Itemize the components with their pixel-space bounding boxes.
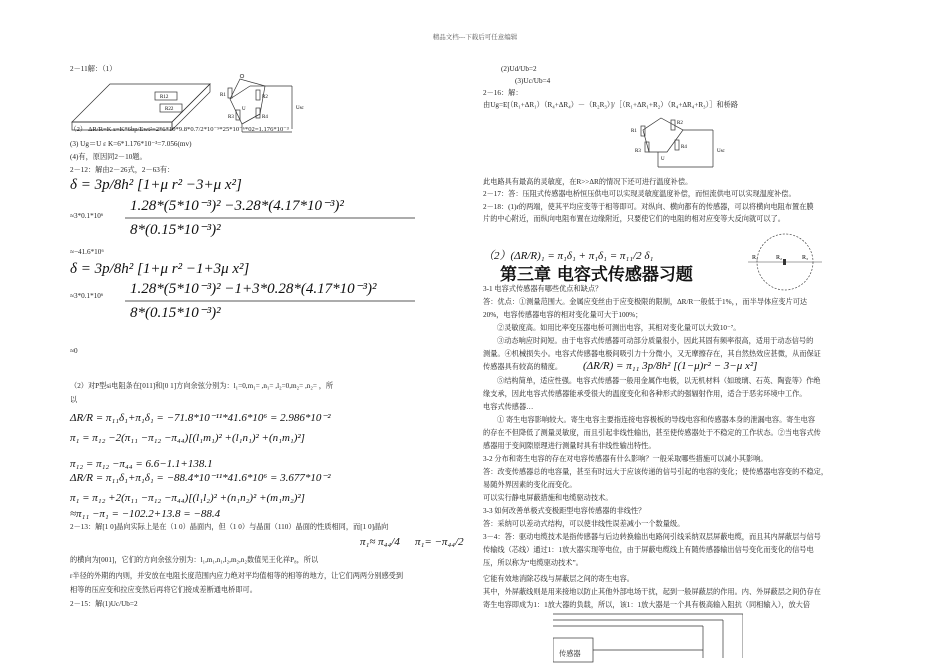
cable-driver-figure bbox=[553, 608, 743, 668]
text-line: (4)有，原因同2－10题。 bbox=[70, 153, 147, 161]
beam-bridge-figure bbox=[70, 74, 370, 134]
fig-label-r2: R2 bbox=[677, 121, 683, 126]
equation: 1.28*(5*10⁻³)² −3.28*(4.17*10⁻³)² bbox=[130, 198, 344, 214]
fig-label-r22: R22 bbox=[165, 107, 174, 112]
fig-label-r2: R2 bbox=[262, 95, 268, 100]
text-line: 压，所以称为“电缆驱动技术”。 bbox=[483, 559, 583, 567]
text-line: （2）对P型si电阻条在[011]和[0 1]方向余弦分别为：l₁=0,m₁= ,n₁= ,l₂=0,m₂= ,n₂= ，所 bbox=[70, 382, 334, 390]
text-line: （2） ΔR/R=K ε=K*6bp/Ewt²=2*6*10*9.8*0.7/2*10⁻⁹*25*10⁻⁶*02=1.176*10⁻³ bbox=[70, 126, 289, 133]
fraction-bar bbox=[125, 217, 415, 220]
text-line: 此电路具有最高的灵敏度，在R>>ΔR的情况下还可进行温度补偿。 bbox=[483, 178, 693, 186]
text-line: 答：优点：①测量范围大。金属应变丝由于应变极限的限制，ΔR/R一般低于1%，，而半导体应变片可达 bbox=[483, 298, 808, 306]
text-line: 2－15：解(1)Uc/Ub=2 bbox=[70, 600, 138, 608]
text-line: 其中，外屏蔽线则是用来接地以防止其他外部电场干扰，起到一般屏蔽层的作用。内、外屏蔽层之间仍存在 bbox=[483, 588, 821, 596]
equation: 8*(0.15*10⁻³)² bbox=[130, 305, 221, 321]
text-line: 2－18：(1)r的两端，使其平均应变等于相等即可。对纵向、横向都有的传感器，可以将横向电阻布置在膜 bbox=[483, 203, 814, 211]
text-line: 的存在不但降低了测量灵敏度，而且引起非线性输出，甚至使传感器处于不稳定的工作状态。②当电容式传 bbox=[483, 429, 821, 437]
fig-label-r3: R3 bbox=[635, 149, 641, 154]
equation: π₁≈ π₄₄/4 bbox=[360, 536, 400, 548]
text-line: 由Ug=E[（R₁+ΔR₁）（R₄+ΔR₄）－（R₂R₃）]/［（R₁+ΔR₁+R₂）（R₄+ΔR₄+R₃）］和桥路 bbox=[483, 101, 739, 109]
fig-label-usc: Usc bbox=[717, 149, 725, 154]
text-line: 缘支承，因此电容式传感器能承受很大的温度变化和各种形式的强辐射作用，适合于恶劣环境中工作。 bbox=[483, 390, 807, 398]
text-line: ⑤结构简单，适应性强。电容式传感器一般用金属作电极，以无机材料（如玻璃、石英、陶瓷等）作绝 bbox=[497, 377, 821, 385]
text-line: 2－16：解： bbox=[483, 89, 523, 97]
text-line: 答：采纳可以差动式结构，可以使非线性误差减小一个数量级。 bbox=[483, 520, 685, 528]
text-line: 的横向为[001]，它们的方向余弦分别为：l₁,m₁,n₁,l₂,m₂,n₂数值见王化祥P₈，所以 bbox=[70, 556, 319, 564]
text-line: 可以实行静电屏蔽措施和电缆驱动技术。 bbox=[483, 494, 613, 502]
equation: π₁ = π₁₂ −2(π₁₁ −π₁₂ −π₄₄)[(l₁m₁)² +(l₁n₁)² +(n₁m₁)²] bbox=[70, 432, 305, 444]
fig-label-r12: R12 bbox=[160, 95, 169, 100]
text-line: 2－12：解由2－26式，2－63有： bbox=[70, 166, 175, 174]
equation: ΔR/R = π₁₁δ₁+π₁δ₁ = −88.4*10⁻¹¹*41.6*10⁶ = 3.677*10⁻² bbox=[70, 472, 331, 484]
fig-label-u: U bbox=[661, 157, 665, 162]
equation-prefix: ≈3*0.1*10⁶ bbox=[70, 212, 104, 220]
text-line: 测量。④机械损失小。电容式传感器电极间吸引力十分微小，又无摩擦存在，其自然热效应甚微，从而保证 bbox=[483, 350, 821, 358]
text-line: (3)Uc/Ub=4 bbox=[515, 77, 551, 85]
equation: 1.28*(5*10⁻³)² −1+3*0.28*(4.17*10⁻³)² bbox=[130, 281, 377, 297]
fig-label-r4: R4 bbox=[681, 145, 687, 150]
equation-prefix: ≈3*0.1*10⁶ bbox=[70, 292, 104, 300]
fig-label-usc: Usc bbox=[296, 106, 304, 111]
text-line: 3-3 如何改善单极式变极距型电容传感器的非线性？ bbox=[483, 507, 646, 515]
equation: δ = 3p/8h² [1+μ r² −3+μ x²] bbox=[70, 177, 242, 193]
text-line: 20%，电容传感器电容的相对变化量可大于100%； bbox=[483, 311, 643, 319]
equation: δ = 3p/8h² [1+μ r² −1+3μ x²] bbox=[70, 261, 250, 277]
equation: ΔR/R = π₁₁δ₁+π₁δ₁ = −71.8*10⁻¹¹*41.6*10⁶ = 2.986*10⁻² bbox=[70, 412, 331, 424]
diaphragm-circle-figure bbox=[738, 232, 833, 292]
text-line: 传感器具有较高的精度。 bbox=[483, 363, 563, 371]
equation: (ΔR/R) = π₁₁ 3p/8h² [(1−μ)r² − 3−μ x²] bbox=[583, 360, 758, 372]
text-line: (2)Ud/Ub=2 bbox=[501, 65, 537, 73]
text-line: 以 bbox=[70, 396, 78, 404]
text-line: (3) Ug＝U ε K=6*1.176*10⁻³=7.056(mv) bbox=[70, 140, 192, 148]
sensor-label: 传感器 bbox=[559, 650, 581, 658]
text-line: 答：改变传感器总的电容量，甚至有时远大于应该传递的信号引起的电容的变化；使传感器电容变的不稳定， bbox=[483, 468, 829, 476]
fig-label-r1: R1 bbox=[220, 93, 226, 98]
text-line: 相等的压应变和拉应变然后再将它们接成差断通电桥即可。 bbox=[70, 586, 257, 594]
text-line: 易随外界因素的变化而变化。 bbox=[483, 481, 577, 489]
circle-label-r3: R₃ bbox=[802, 255, 809, 261]
page-header: 精品文档---下载后可任意编辑 bbox=[432, 34, 518, 41]
equation: π₁= −π₄₄/2 bbox=[415, 536, 464, 548]
circle-label-r1: R₁ bbox=[752, 255, 759, 261]
chapter-title: 第三章 电容式传感器习题 bbox=[500, 265, 693, 285]
fig-label-r3: R3 bbox=[228, 115, 234, 120]
text-line: 片的中心附近，而纵向电阻布置在边缘附近，只要使它们的电阻的相对应变等大反向就可以了。 bbox=[483, 215, 785, 223]
equation: π₁ = π₁₂ +2(π₁₁ −π₁₂ −π₄₄)[(l₁l₂)² +(n₁n₂)² +(m₁m₂)²] bbox=[70, 492, 305, 504]
equation-result: ≈0 bbox=[70, 347, 78, 355]
fraction-bar bbox=[125, 300, 415, 303]
text-line: 寄生电容即成为1：1放大器的负载，所以，该1：1放大器是一个具有极高输入阻抗（同相输入），放大倍 bbox=[483, 601, 811, 609]
equation: π₁₂ = π₁₂ −π₄₄ = 6.6−1.1+138.1 bbox=[70, 458, 213, 470]
circle-label-r2: R₂ bbox=[776, 255, 783, 261]
equation: 8*(0.15*10⁻³)² bbox=[130, 222, 221, 238]
equation-result: ≈−41.6*10⁶ bbox=[70, 248, 104, 256]
right-column bbox=[483, 60, 888, 660]
text-line: 3-1 电容式传感器有哪些优点和缺点？ bbox=[483, 285, 603, 293]
text-line: ① 寄生电容影响较大。寄生电容主要指连接电容极板的导线电容和传感器本身的泄漏电容。寄生电容 bbox=[497, 416, 816, 424]
text-line: 2－13：解[1 0]晶向实际上是在（1 0）晶面内，但（1 0）与晶面（110）晶面的性质相同，而[1 0]晶向 bbox=[70, 523, 389, 531]
text-line: r半径的外期的内则，并安放在电阻长度范围内应力绝对平均值相等的相等的地方，让它们两两分别感受到 bbox=[70, 572, 404, 580]
text-line: 3-2 分布和寄生电容的存在对电容传感器有什么影响？一般采取哪些措施可以减小其影响。 bbox=[483, 455, 768, 463]
fig-label-r4: R4 bbox=[262, 115, 268, 120]
text-line: 电容式传感器… bbox=[483, 403, 534, 411]
fig-label-r1: R1 bbox=[631, 129, 637, 134]
text-line: 它能有效地消除芯线与屏蔽层之间的寄生电容。 bbox=[483, 575, 634, 583]
left-column bbox=[70, 60, 475, 660]
text-line: 传输线（芯线）通过1：1放大器实现等电位，由于屏蔽电缆线上有随传感器输出信号变化而变化的信号电 bbox=[483, 546, 814, 554]
text-line: 2－11解：（1） bbox=[70, 65, 117, 73]
fig-label-u: U bbox=[242, 107, 246, 112]
text-line: 3－4：答：驱动电缆技术是指传感器与后边转换输出电路间引线采纳双层屏蔽电缆，而且其内屏蔽层与信号 bbox=[483, 533, 821, 541]
text-line: ②灵敏度高。如用比率变压器电桥可测出电容，其相对变化量可以大致10⁻⁷。 bbox=[497, 324, 741, 332]
equation: （2）(ΔR/R)₁ = π₁δ₁ + π₁δ₁ = π₁₁/2 δ₁ bbox=[483, 250, 654, 262]
text-line: ③动态响应时间短。由于电容式传感器可动部分质量很小，因此其固有频率很高，适用于动态信号的 bbox=[497, 337, 814, 345]
text-line: 2－17：答：压阻式传感器电桥恒压供电可以实现灵敏度温度补偿，而恒流供电可以实现温度补偿。 bbox=[483, 190, 796, 198]
equation: ≈π₁₁ −π₁ = −102.2+13.8 = −88.4 bbox=[70, 508, 221, 520]
bridge-circuit-figure bbox=[623, 112, 743, 172]
text-line: 感器用于变间隙原理进行测量时具有非线性输出特性。 bbox=[483, 442, 656, 450]
